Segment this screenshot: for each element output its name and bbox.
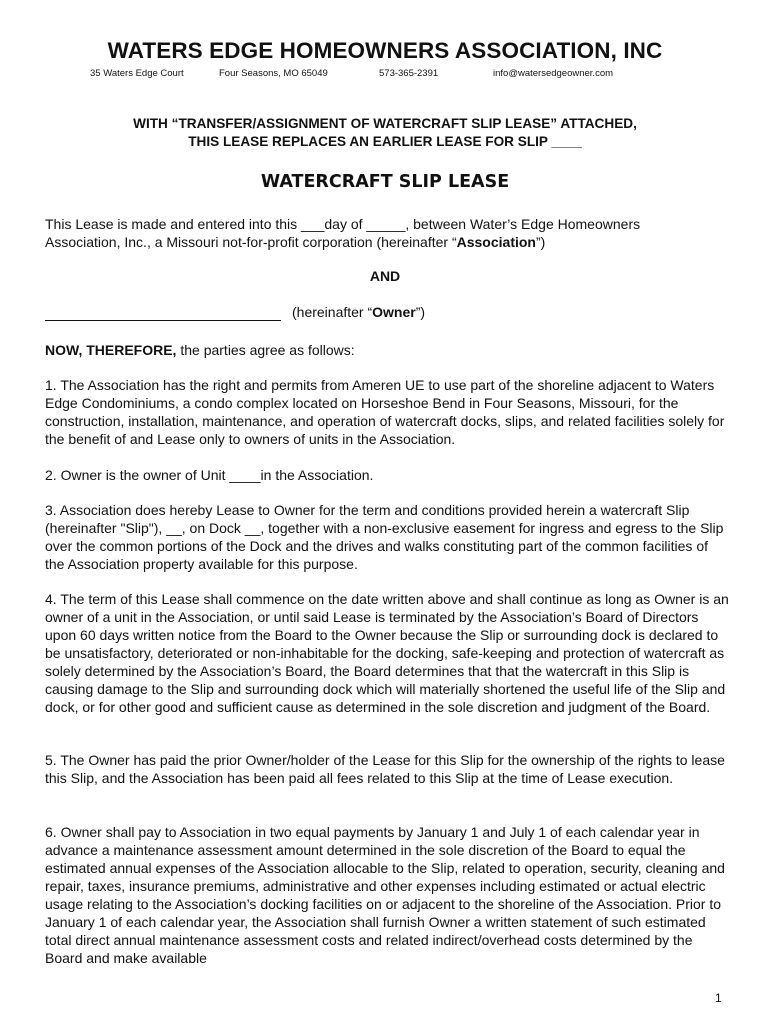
address: 35 Waters Edge Court: [90, 68, 184, 79]
paragraph-1: 1. The Association has the right and permits from Ameren UE to use part of the shoreline adjacent to Waters Edge Condominiums, a condo complex located on Horseshoe Bend in Four Seasons, Missouri, for the construction, installation, maintenance, and operation of watercraft docks, slips, and related facilities solely for the benefit of and Lease only to owners of units in the Association.: [45, 377, 725, 447]
intro-line-1: This Lease is made and entered into this ___day of _____, between Water’s Edge Homeowners: [45, 216, 641, 232]
owner-text: (hereinafter “: [292, 304, 373, 320]
page-number: 1: [715, 991, 722, 1005]
now-therefore-bold: NOW, THEREFORE,: [45, 342, 177, 358]
now-therefore-line: [45, 341, 731, 359]
association-term: Association: [456, 234, 536, 250]
owner-name-blank-line: [45, 320, 281, 321]
paragraph-3: 3. Association does hereby Lease to Owner for the term and conditions provided herein a watercraft Slip (hereinafter "Slip"), __, on Dock __, together with a non-exclusive easement for ingress and egress to the Slip over the common portions of the Dock and the drives and walks constituting part of the common facilities of the Association property available for this purpose.: [45, 502, 724, 572]
transfer-notice-line-2: THIS LEASE REPLACES AN EARLIER LEASE FOR SLIP ____: [188, 134, 582, 149]
owner-definition: [292, 304, 425, 320]
paragraph-6: 6. Owner shall pay to Association in two equal payments by January 1 and July 1 of each calendar year in advance a maintenance assessment amount determined in the sole discretion of the Board to equal the estimated annual expenses of the Association allocable to the Slip, related to operation, security, cleaning and repair, taxes, insurance premiums, administrative and other expenses including estimated or actual electric usage relating to the Association’s docking facilities on or adjacent to the shoreline of the Association. Prior to January 1 of each calendar year, the Association shall furnish Owner a written statement of such estimated total direct annual maintenance assessment costs and related indirect/overhead costs determined by the Board and make available: [45, 824, 725, 966]
email-address: info@watersedgeowner.com: [493, 68, 614, 79]
intro-line-2: [45, 233, 731, 251]
owner-text-end: ”): [415, 304, 426, 320]
organization-name: WATERS EDGE HOMEOWNERS ASSOCIATION, INC: [107, 38, 663, 63]
paragraph-5: 5. The Owner has paid the prior Owner/holder of the Lease for this Slip for the ownership of the rights to lease this Slip, and the Association has been paid all fees related to this Slip at the time of Lease execution.: [45, 752, 725, 786]
owner-term: Owner: [372, 304, 416, 320]
document-title: WATERCRAFT SLIP LEASE: [260, 172, 510, 192]
phone-number: 573-365-2391: [379, 68, 439, 79]
intro-text-end: ”): [535, 234, 546, 250]
now-therefore-text: the parties agree as follows:: [176, 342, 355, 358]
intro-text: Association, Inc., a Missouri not-for-profit corporation (hereinafter “: [45, 234, 457, 250]
and-label: AND: [369, 268, 401, 284]
paragraph-4: 4. The term of this Lease shall commence on the date written above and shall continue as long as Owner is an owner of a unit in the Association, or until said Lease is terminated by the Association’s Board of Directors upon 60 days written notice from the Board to the Owner because the Slip or surrounding dock is declared to be unsatisfactory, deteriorated or non-inhabitable for the docking, safe-keeping and protection of watercraft as solely determined by the Association’s Board, the Board determines that that the watercraft in this Slip is causing damage to the Slip and surrounding dock which will materially shortened the useful life of the Slip and dock, or for other good and sufficient cause as determined in the sole discretion and judgment of the Board.: [45, 591, 729, 715]
transfer-notice-line-1: WITH “TRANSFER/ASSIGNMENT OF WATERCRAFT SLIP LEASE” ATTACHED,: [133, 116, 637, 131]
city-state-zip: Four Seasons, MO 65049: [219, 68, 328, 79]
paragraph-2: 2. Owner is the owner of Unit ____in the Association.: [45, 467, 374, 483]
